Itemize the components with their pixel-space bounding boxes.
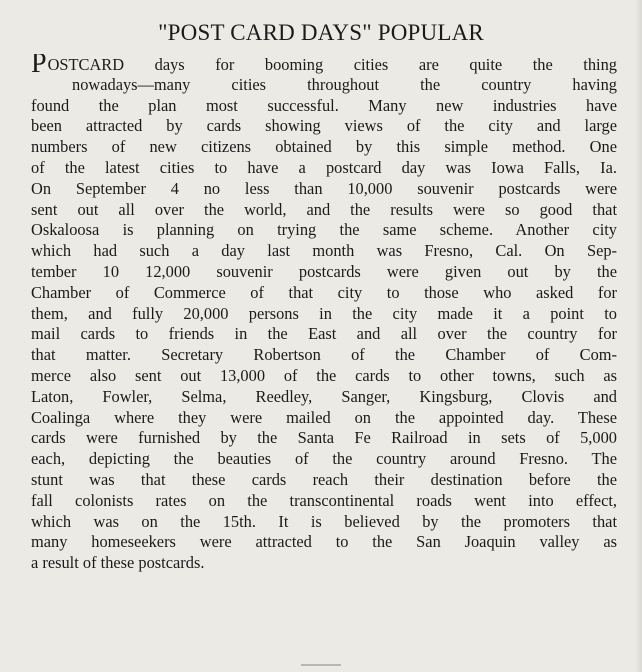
article-line: which had such a day last month was Fresno, Cal. On Sep- [31,241,617,261]
article-headline: "POST CARD DAYS" POPULAR [158,20,484,45]
article-line: been attracted by cards showing views of the city and large [31,116,617,136]
article-line: On September 4 no less than 10,000 souvenir postcards were [31,178,617,198]
article-line: tember 10 12,000 souvenir postcards were given out by the [31,261,617,281]
article-line: numbers of new citizens obtained by this simple method. One [31,137,617,157]
article-line: Chamber of Commerce of that city to those who asked for [31,282,617,302]
article-line: sent out all over the world, and the results were so good that [31,199,617,219]
article-line: cards were furnished by the Santa Fe Railroad in sets of 5,000 [31,428,617,448]
article-line: found the plan most successful. Many new industries have [31,95,617,115]
article-line: merce also sent out 13,000 of the cards to other towns, such as [31,365,617,385]
article-line: nowadays—many cities throughout the country having [72,74,617,94]
article-line: which was on the 15th. It is believed by the promoters that [31,511,617,531]
article-line: each, depicting the beauties of the country around Fresno. The [31,449,617,469]
page-edge-shadow [636,0,642,672]
article-line: stunt was that these cards reach their destination before the [31,469,617,489]
drop-cap: P [31,54,47,75]
article-line: of the latest cities to have a postcard day was Iowa Falls, Ia. [31,157,617,177]
article-line-text: OSTCARD days for booming cities are quite the thing [47,55,617,74]
article-body [31,54,617,574]
article-line: a result of these postcards. [31,553,205,573]
article-line: Laton, Fowler, Selma, Reedley, Sanger, Kingsburg, Clovis and [31,386,617,406]
article-line: them, and fully 20,000 persons in the city made it a point to [31,303,617,323]
article-line: that matter. Secretary Robertson of the Chamber of Com- [31,345,617,365]
article-line: fall colonists rates on the transcontinental roads went into effect, [31,490,617,510]
article-line [31,54,617,75]
article-line: mail cards to friends in the East and all over the country for [31,324,617,344]
article-line: Oskaloosa is planning on trying the same scheme. Another city [31,220,617,240]
page-edge-mark [301,664,341,666]
article-line: many homeseekers were attracted to the San Joaquin valley as [31,532,617,552]
article-line: Coalinga where they were mailed on the appointed day. These [31,407,617,427]
